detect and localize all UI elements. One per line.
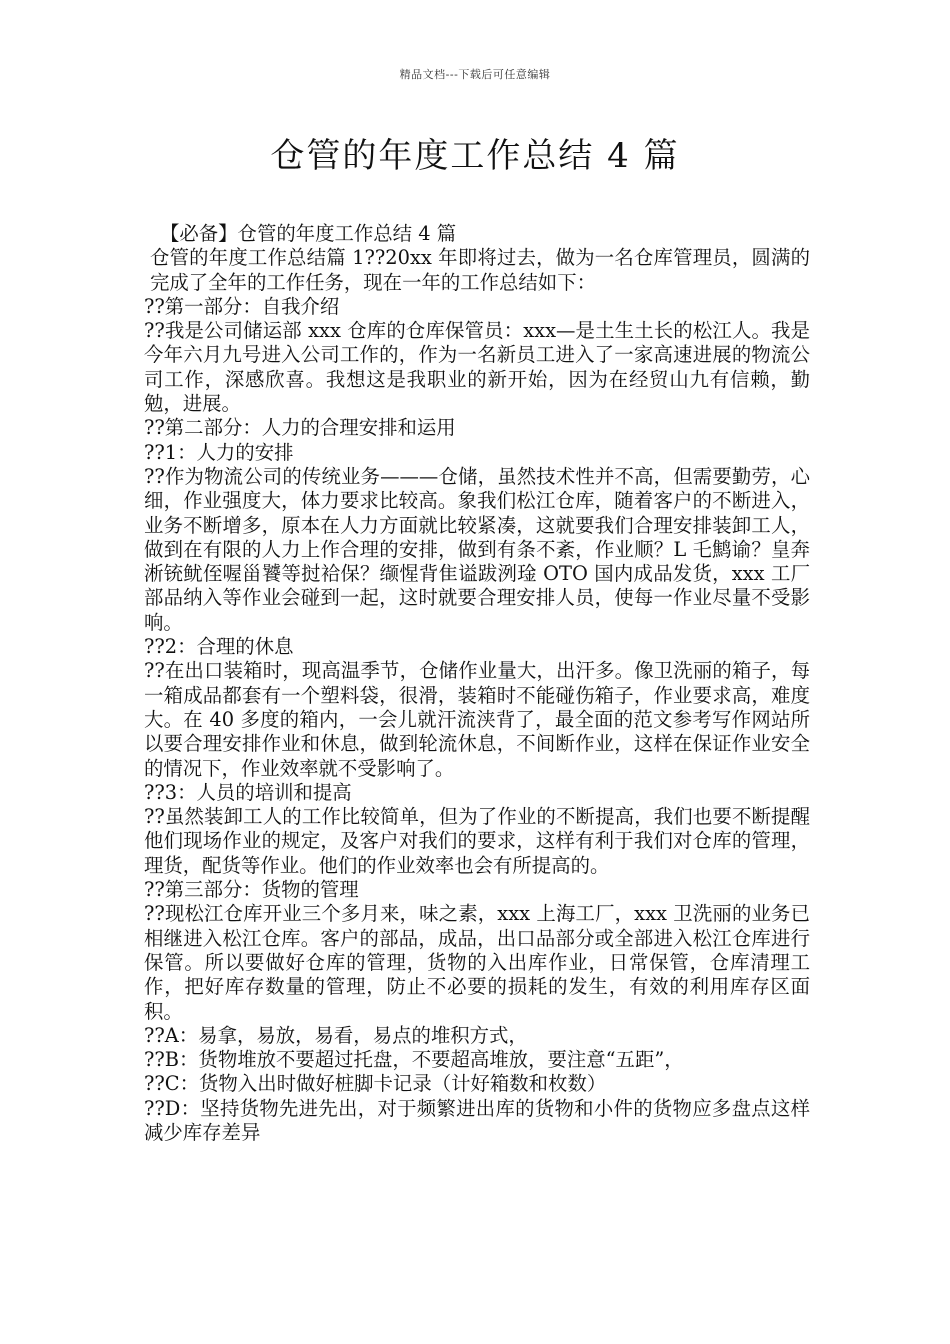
section-heading: ??第一部分：自我介绍 xyxy=(144,294,340,318)
list-item: ??D：坚持货物先进先出，对于频繁进出库的货物和小件的货物应多盘点这样减少库存差异 xyxy=(144,1096,810,1144)
document-title: 仓管的年度工作总结 4 篇 xyxy=(270,136,680,176)
paragraph: ??虽然装卸工人的工作比较简单，但为了作业的不断提高，我们也要不断提醒他们现场作业的规定，及客户对我们的要求，这样有利于我们对仓库的管理，理货，配货等作业。他们的作业效率也会有所提高的。 xyxy=(144,805,810,877)
document-body xyxy=(144,222,810,1145)
paragraph: 仓管的年度工作总结篇 1??20xx 年即将过去，做为一名仓库管理员，圆满的完成了全年的工作任务，现在一年的工作总结如下： xyxy=(150,246,810,294)
subsection-heading: ??1：人力的安排 xyxy=(144,440,294,464)
paragraph-intro-heading: 【必备】仓管的年度工作总结 4 篇 xyxy=(160,222,457,245)
list-item: ??B：货物堆放不要超过托盘，不要超高堆放，要注意“五距”， xyxy=(144,1048,684,1072)
header-note: 精品文档---下载后可任意编辑 xyxy=(399,68,551,81)
paragraph: ??作为物流公司的传统业务———仓储，虽然技术性并不高，但需要勤劳，心细，作业强度大，体力要求比较高。象我们松江仓库，随着客户的不断进入，业务不断增多，原本在人力方面就比较紧凑，这就要我们合理安排装卸工人，做到在有限的人力上作合理的安排，做到有条不紊，作业顺？L 乇鹪谕？皇奔淅铳鱿侄喔甾饕等挝袷保？缬惺背隹谥跋洌琻 OTO 国内成品发货，xxx 工厂部品纳入等作业会碰到一起，这时就要合理安排人员，使每一作业尽量不受影响。 xyxy=(144,464,810,634)
section-heading: ??第三部分：货物的管理 xyxy=(144,878,359,902)
section-heading: ??第二部分：人力的合理安排和运用 xyxy=(144,416,456,440)
paragraph: ??我是公司储运部 xxx 仓库的仓库保管员：xxx—是土生土长的松江人。我是今年六月九号进入公司工作的，作为一名新员工进入了一家高速进展的物流公司工作，深感欣喜。我想这是我职业的新开始，因为在经贸山九有信赖，勤勉，进展。 xyxy=(144,319,810,416)
list-item: ??C：货物入出时做好桩脚卡记录（计好箱数和枚数） xyxy=(144,1072,607,1096)
paragraph: ??现松江仓库开业三个多月来，味之素，xxx 上海工厂，xxx 卫洗丽的业务已相继进入松江仓库。客户的部品，成品，出口品部分或全部进入松江仓库进行保管。所以要做好仓库的管理，货物的入出库作业，日常保管，仓库清理工作，把好库存数量的管理，防止不必要的损耗的发生，有效的利用库存区面积。 xyxy=(144,902,810,1023)
subsection-heading: ??3：人员的培训和提高 xyxy=(144,780,352,804)
paragraph: ??在出口装箱时，现高温季节，仓储作业量大，出汗多。像卫洗丽的箱子，每一箱成品都套有一个塑料袋，很滑，装箱时不能碰伤箱子，作业要求高，难度大。在 40 多度的箱内，一会儿就汗流浃背了，最全面的范文参考写作网站所以要合理安排作业和休息，做到轮流休息，不间断作业，这样在保证作业安全的情况下，作业效率就不受影响了。 xyxy=(144,659,810,780)
subsection-heading: ??2：合理的休息 xyxy=(144,635,294,659)
list-item: ??A：易拿，易放，易看，易点的堆积方式， xyxy=(144,1023,528,1047)
